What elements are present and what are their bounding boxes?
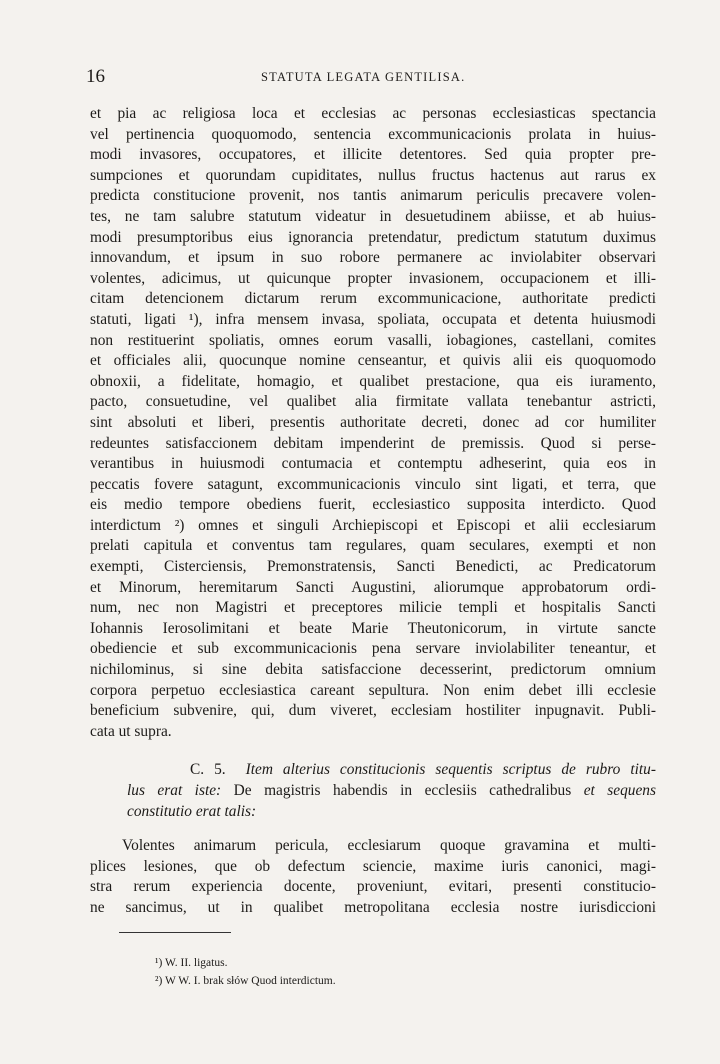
text-line: et officiales alii, quocunque nomine censeantur, et quivis alii eis quoquomodo [90, 352, 656, 370]
footnotes [155, 954, 336, 990]
text-line: num, nec non Magistri et preceptores milicie templi et hospitalis Sancti [90, 599, 656, 617]
text-line: redeuntes satisfaccionem debitam impenderint de premissis. Quod si perse- [90, 434, 656, 452]
text-line: beneficium subvenire, qui, dum viveret, ecclesiam hostiliter inpugnavit. Publi- [90, 702, 656, 720]
page-header [86, 66, 652, 86]
text-line: peccatis fovere satagunt, excommunicacionis vinculo sint ligati, et terra, que [90, 475, 656, 493]
text-line: stra rerum experiencia docente, proveniunt, evitari, presenti constitucio- [90, 878, 656, 896]
footnote-divider [119, 932, 231, 933]
section-heading-italic: Item alterius constitucionis sequentis scriptus de rubro titu- [245, 761, 656, 779]
section-heading-line-3: constitutio erat talis: [127, 802, 257, 820]
section-number: C. 5. [190, 761, 226, 779]
text-line: citam detencionem dictarum rerum excommunicacione, authoritate predicti [90, 290, 656, 308]
text-line: modi presumptoribus eius ignorancia pretendatur, predictum statutum duximus [90, 228, 656, 246]
text-line: non restituerint spoliatis, omnes eorum vasalli, iobagiones, castellani, comites [90, 331, 656, 349]
text-line: volentes, adicimus, ut quicunque propter invasionem, occupacionem et illi- [90, 269, 656, 287]
running-title: STATUTA LEGATA GENTILISA. [261, 70, 466, 84]
text-line: exempti, Cisterciensis, Premonstratensis, Sancti Benedicti, ac Predicatorum [90, 558, 656, 576]
section-heading-line-2: lus erat iste: De magistris habendis in ecclesiis cathedralibus et sequens [127, 782, 656, 799]
text-line: et pia ac religiosa loca et ecclesias ac personas ecclesiasticas spectancia [90, 105, 656, 122]
text-line: nichilominus, si sine debita satisfaccione decesserint, predictorum omnium [90, 661, 656, 679]
text-line: sint absoluti et liberi, presentis authoritate decreti, donec ad cor humiliter [90, 413, 656, 431]
text-line: sumpciones et quorundam cupiditates, nullus fructus hactenus aut rarus ex [90, 166, 656, 184]
text-line: plices lesiones, que ob defectum sciencie, maxime iuris canonici, magi- [90, 857, 656, 875]
text-line: prelati capitula et conventus tam regulares, quam seculares, exempti et non [90, 537, 656, 555]
footnote: ¹) W. II. ligatus. [155, 957, 228, 969]
section-heading-line-1 [90, 760, 656, 781]
text-line: ne sancimus, ut in qualibet metropolitana ecclesia nostre iurisdiccioni [90, 898, 656, 916]
text-line: Volentes animarum pericula, ecclesiarum quoque gravamina et multi- [122, 837, 656, 855]
body-text [90, 104, 656, 919]
text-line: vel pertinencia quoquomodo, sentencia excommunicacionis prolata in huius- [90, 125, 656, 143]
text-line: et Minorum, heremitarum Sancti Augustini, aliorumque approbatorum ordi- [90, 578, 656, 596]
footnote: ²) W W. I. brak słów Quod interdictum. [155, 975, 336, 987]
text-line: predicta constitucione provenit, nos tantis animarum periculis precavere volen- [90, 187, 656, 205]
text-line: Iohannis Ierosolimitani et beate Marie Theutonicorum, in virtute sancte [90, 619, 656, 637]
text-line: innovandum, et ipsum in suo robore permanere ac inviolabiter observari [90, 249, 656, 267]
text-line: obediencie et sub excommunicacionis pena servare inviolabiliter teneantur, et [90, 640, 656, 658]
text-line: eis medio tempore obediens fuerit, ecclesiastico supposita interdicto. Quod [90, 496, 656, 514]
text-line: pacto, consuetudine, vel qualibet alia firmitate vallata tenebantur astricti, [90, 393, 656, 411]
text-line: cata ut supra. [90, 722, 172, 740]
text-line: obnoxii, a fidelitate, homagio, et qualibet prestacione, qua eis iuramento, [90, 372, 656, 390]
text-line: tes, ne tam salubre statutum videatur in desuetudinem abiisse, et ab huius- [90, 207, 656, 225]
text-line: corpora perpetuo ecclesiastica careant sepultura. Non enim debet illi ecclesie [90, 681, 656, 699]
text-line: modi invasores, occupatores, et illicite detentores. Sed quia propter pre- [90, 146, 656, 164]
page-number: 16 [86, 66, 105, 87]
text-line: verantibus in huiusmodi contumacia et contemptu adheserint, quia eos in [90, 455, 656, 473]
text-line: statuti, ligati ¹), infra mensem invasa, spoliata, occupata et detenta huiusmodi [90, 310, 656, 328]
text-line: interdictum ²) omnes et singuli Archiepiscopi et Episcopi et alii ecclesiarum [90, 516, 656, 534]
